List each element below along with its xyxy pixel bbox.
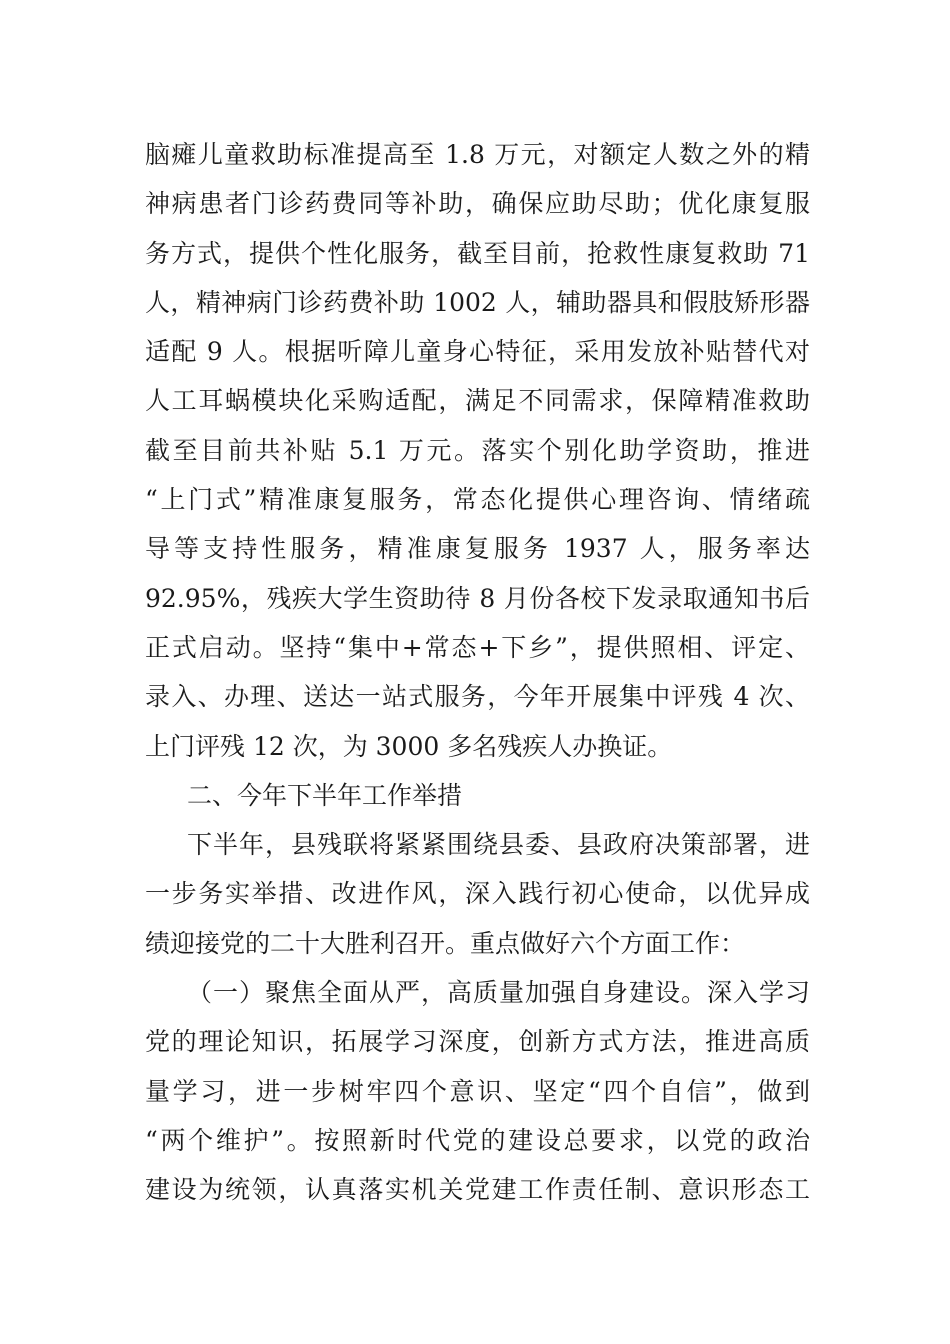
text-line: 神病患者门诊药费同等补助，确保应助尽助；优化康复服 [145, 189, 810, 219]
text-line: 92.95%，残疾大学生资助待 8 月份各校下发录取通知书后 [145, 583, 810, 613]
text-line: 人，精神病门诊药费补助 1002 人，辅助器具和假肢矫形器 [145, 287, 810, 317]
text-line: 量学习，进一步树牢四个意识、坚定“四个自信”，做到 [145, 1076, 810, 1106]
text-line: （一）聚焦全面从严，高质量加强自身建设。深入学习 [187, 978, 810, 1008]
text-line: 脑瘫儿童救助标准提高至 1.8 万元，对额定人数之外的精 [145, 140, 810, 169]
text-line: 下半年，县残联将紧紧围绕县委、县政府决策部署，进 [187, 830, 810, 860]
text-line: 导等支持性服务，精准康复服务 1937 人，服务率达 [145, 534, 810, 564]
text-line: 务方式，提供个性化服务，截至目前，抢救性康复救助 71 [145, 238, 810, 268]
text-line: 二、今年下半年工作举措 [187, 780, 463, 810]
text-line: 录入、办理、送达一站式服务，今年开展集中评残 4 次、 [145, 682, 810, 712]
text-line: 人工耳蜗模块化采购适配，满足不同需求，保障精准救助 [145, 386, 810, 416]
text-line: 党的理论知识，拓展学习深度，创新方式方法，推进高质 [145, 1027, 810, 1057]
text-line: 适配 9 人。根据听障儿童身心特征，采用发放补贴替代对 [145, 337, 810, 367]
text-line: 截至目前共补贴 5.1 万元。落实个别化助学资助，推进 [145, 435, 810, 465]
text-line: “两个维护”。按照新时代党的建设总要求，以党的政治 [145, 1125, 810, 1155]
text-line: 正式启动。坚持“集中+常态+下乡”，提供照相、评定、 [145, 632, 810, 662]
text-line: 建设为统领，认真落实机关党建工作责任制、意识形态工 [145, 1175, 810, 1205]
text-line: 一步务实举措、改进作风，深入践行初心使命，以优异成 [145, 879, 810, 909]
text-line: 绩迎接党的二十大胜利召开。重点做好六个方面工作： [145, 928, 746, 958]
body-text [145, 130, 810, 1215]
text-line: “上门式”精准康复服务，常态化提供心理咨询、情绪疏 [145, 485, 810, 515]
text-line: 上门评残 12 次，为 3000 多名残疾人办换证。 [145, 731, 673, 761]
